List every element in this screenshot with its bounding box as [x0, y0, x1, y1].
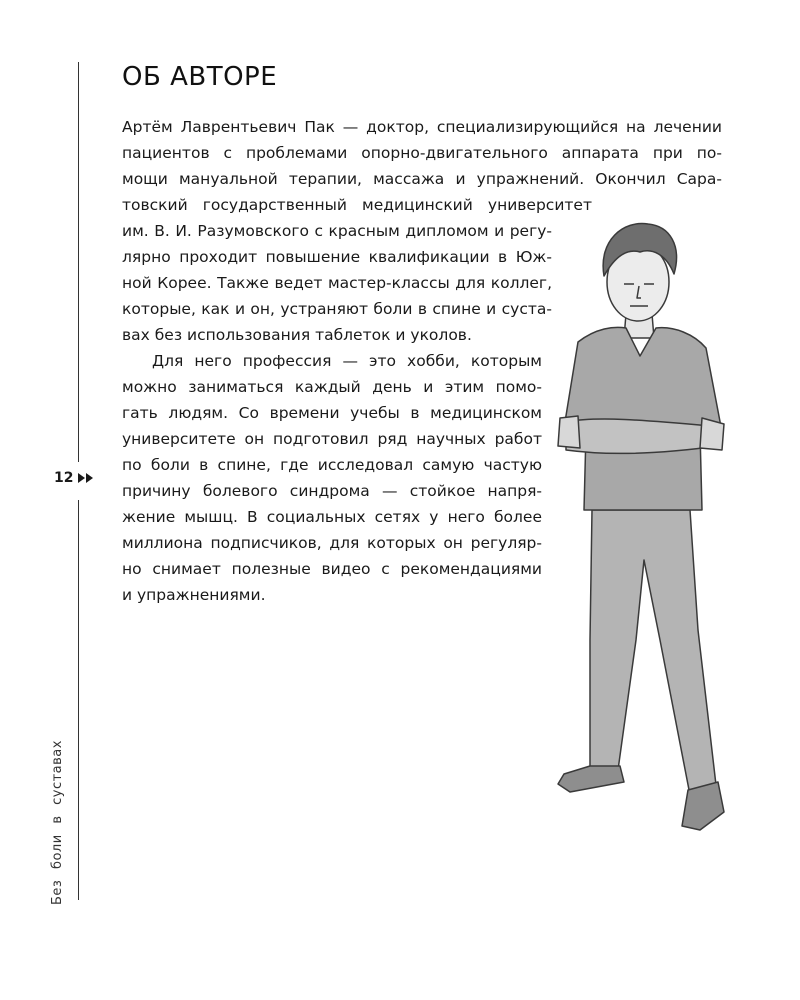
margin-rule-bottom [78, 500, 79, 900]
page-number [54, 470, 95, 486]
body-line: Артём Лаврентьевич Пак — доктор, специализирующийся на лечении [122, 118, 722, 136]
page-number-value: 12 [54, 470, 74, 486]
body-line: которые, как и он, устраняют боли в спине и суста- [122, 300, 552, 318]
body-line: университете он подготовил ряд научных работ [122, 430, 542, 448]
body-line: и упражнениями. [122, 586, 266, 604]
running-title: Без боли в суставах [50, 740, 65, 905]
body-line: пациентов с проблемами опорно-двигательного аппарата при по- [122, 144, 722, 162]
body-line: мощи мануальной терапии, массажа и упражнений. Окончил Сара- [122, 170, 722, 188]
section-title: ОБ АВТОРЕ [122, 62, 278, 92]
body-line: можно заниматься каждый день и этим помо- [122, 378, 542, 396]
body-line: им. В. И. Разумовского с красным дипломом и регу- [122, 222, 552, 240]
body-line: гать людям. Со времени учебы в медицинском [122, 404, 542, 422]
body-line: товский государственный медицинский университет [122, 196, 592, 214]
body-line: ной Корее. Также ведет мастер-классы для коллег, [122, 274, 552, 292]
body-line: лярно проходит повышение квалификации в Юж- [122, 248, 552, 266]
body-line: миллиона подписчиков, для которых он регуляр- [122, 534, 542, 552]
margin-rule-top [78, 62, 79, 462]
body-line: но снимает полезные видео с рекомендациями [122, 560, 542, 578]
double-chevron-right-icon [77, 472, 95, 484]
body-line: Для него профессия — это хобби, которым [152, 352, 542, 370]
body-line: причину болевого синдрома — стойкое напря- [122, 482, 542, 500]
body-line: вах без использования таблеток и уколов. [122, 326, 472, 344]
body-line: по боли в спине, где исследовал самую частую [122, 456, 542, 474]
body-line: жение мышц. В социальных сетях у него более [122, 508, 542, 526]
doctor-illustration-icon [540, 210, 740, 850]
